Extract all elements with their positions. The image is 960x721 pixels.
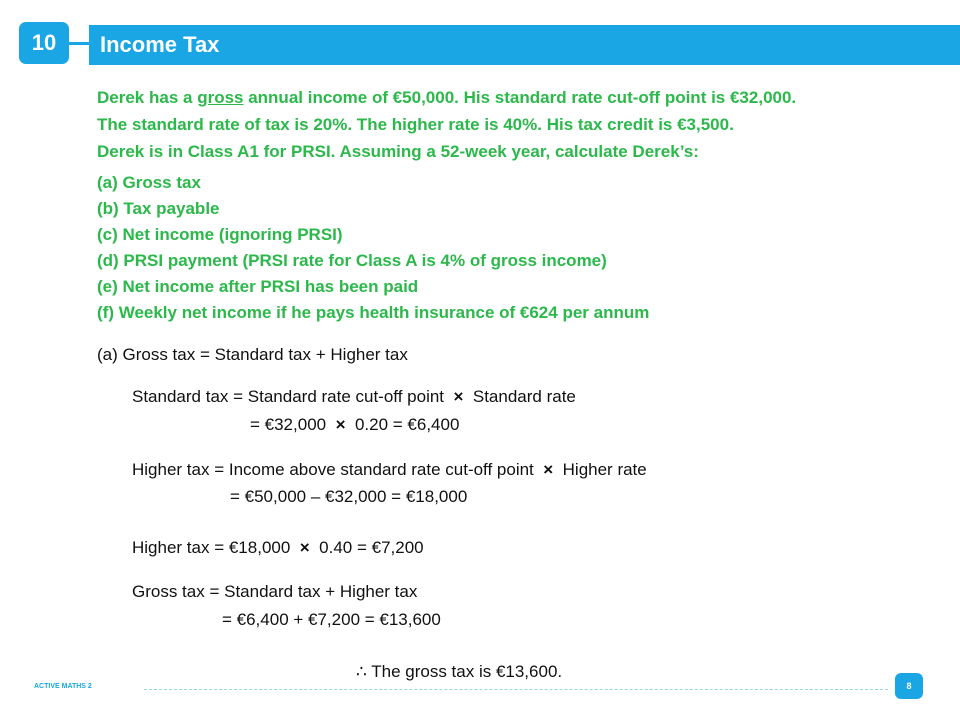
times-symbol: × [335, 415, 346, 434]
question-part-d: (d) PRSI payment (PRSI rate for Class A is 4% of gross income) [97, 251, 607, 270]
times-symbol: × [543, 460, 554, 479]
question-part-a: (a) Gross tax [97, 173, 201, 192]
gross-tax-calculation: = €6,400 + €7,200 = €13,600 [222, 610, 441, 629]
gross-tax-formula: Gross tax = Standard tax + Higher tax [132, 582, 418, 601]
higher-tax-income-calculation: = €50,000 – €32,000 = €18,000 [230, 487, 468, 506]
header-bar [89, 25, 960, 65]
chapter-title: Income Tax [100, 32, 220, 57]
question-block [97, 84, 937, 326]
page-header [0, 0, 960, 80]
times-symbol: × [299, 538, 310, 557]
question-part-c: (c) Net income (ignoring PRSI) [97, 225, 343, 244]
chapter-number-badge: 10 [19, 22, 69, 64]
times-symbol: × [453, 387, 464, 406]
higher-tax-calculation: Higher tax = €18,000 × 0.40 = €7,200 [132, 538, 424, 557]
page-number-badge: 8 [895, 673, 923, 699]
footer-book-title: ACTIVE MATHS 2 [34, 683, 92, 690]
question-part-b: (b) Tax payable [97, 199, 220, 218]
higher-tax-definition: Higher tax = Income above standard rate cut-off point × Higher rate [132, 460, 647, 479]
question-part-f: (f) Weekly net income if he pays health insurance of €624 per annum [97, 303, 650, 322]
question-line-3: Derek is in Class A1 for PRSI. Assuming a 52-week year, calculate Derek’s: [97, 142, 699, 161]
standard-tax-calculation: = €32,000 × 0.20 = €6,400 [250, 415, 460, 434]
standard-tax-definition: Standard tax = Standard rate cut-off point × Standard rate [132, 387, 576, 406]
conclusion: ∴ The gross tax is €13,600. [356, 662, 563, 681]
underlined-word: gross [197, 88, 244, 107]
solution-heading: (a) Gross tax = Standard tax + Higher tax [97, 345, 408, 364]
question-line-1: Derek has a gross annual income of €50,000. His standard rate cut-off point is €32,000. [97, 88, 797, 107]
header-connector [69, 42, 91, 45]
footer-divider [144, 689, 888, 690]
question-line-2: The standard rate of tax is 20%. The higher rate is 40%. His tax credit is €3,500. [97, 115, 734, 134]
question-part-e: (e) Net income after PRSI has been paid [97, 277, 419, 296]
